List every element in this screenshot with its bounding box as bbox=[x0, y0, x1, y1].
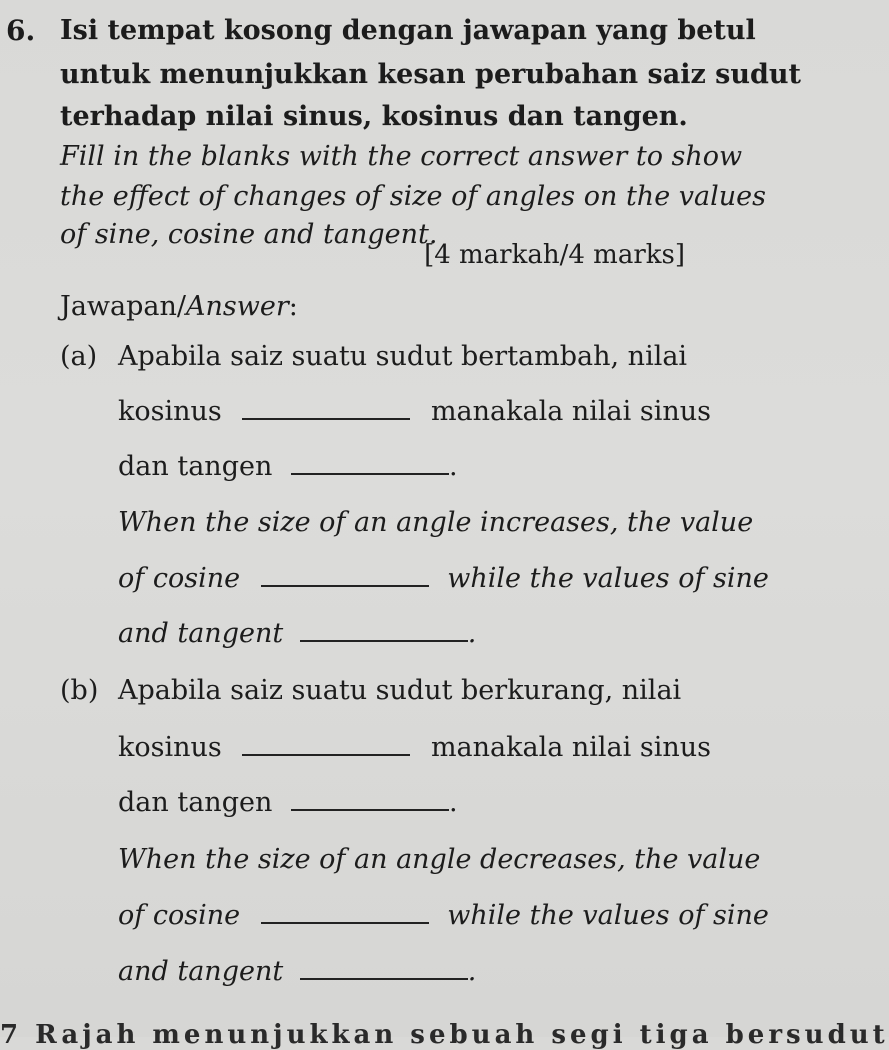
part-b-english-line-2: of cosine while the values of sine bbox=[118, 900, 769, 931]
part-b-sine-tangent-blank-english[interactable] bbox=[300, 956, 468, 980]
question-english-line-3: of sine, cosine and tangent. bbox=[60, 219, 438, 250]
part-a-english-line-3: and tangent . bbox=[118, 618, 477, 649]
part-b-sine-tangent-blank-malay[interactable] bbox=[291, 787, 449, 811]
part-a-label: (a) bbox=[60, 341, 98, 372]
part-a-cosine-blank-english[interactable] bbox=[261, 563, 429, 587]
part-b-malay-line-1: Apabila saiz suatu sudut berkurang, nilai bbox=[118, 675, 682, 706]
part-a-sine-tangent-blank-malay[interactable] bbox=[291, 451, 449, 475]
question-malay-line-3: terhadap nilai sinus, kosinus dan tangen. bbox=[60, 101, 688, 132]
question-english-line-1: Fill in the blanks with the correct answer to show bbox=[60, 141, 743, 172]
part-a-sine-tangent-blank-english[interactable] bbox=[300, 618, 468, 642]
part-a-english-line-1: When the size of an angle increases, the value bbox=[118, 507, 754, 538]
question-english-line-2: the effect of changes of size of angles on the values bbox=[60, 181, 766, 212]
next-question-fragment: 7 Rajah menunjukkan sebuah segi tiga bersudut bbox=[0, 1020, 889, 1050]
part-a-cosine-blank-malay[interactable] bbox=[242, 396, 410, 420]
part-b-malay-line-2: kosinus manakala nilai sinus bbox=[118, 732, 711, 763]
question-malay-line-1: Isi tempat kosong dengan jawapan yang betul bbox=[60, 15, 756, 46]
part-b-english-line-3: and tangent . bbox=[118, 956, 477, 987]
part-a-malay-line-2: kosinus manakala nilai sinus bbox=[118, 396, 711, 427]
part-b-label: (b) bbox=[60, 675, 99, 706]
part-a-malay-line-1: Apabila saiz suatu sudut bertambah, nilai bbox=[118, 341, 688, 372]
part-b-cosine-blank-malay[interactable] bbox=[242, 732, 410, 756]
part-b-cosine-blank-english[interactable] bbox=[261, 900, 429, 924]
part-b-malay-line-3: dan tangen . bbox=[118, 787, 458, 818]
part-a-english-line-2: of cosine while the values of sine bbox=[118, 563, 769, 594]
part-a-malay-line-3: dan tangen . bbox=[118, 451, 458, 482]
answer-label: Jawapan/Answer: bbox=[60, 291, 298, 322]
question-number: 6. bbox=[6, 14, 36, 47]
part-b-english-line-1: When the size of an angle decreases, the value bbox=[118, 844, 761, 875]
question-malay-line-2: untuk menunjukkan kesan perubahan saiz sudut bbox=[60, 59, 801, 90]
marks-label: [4 markah/4 marks] bbox=[424, 240, 685, 270]
